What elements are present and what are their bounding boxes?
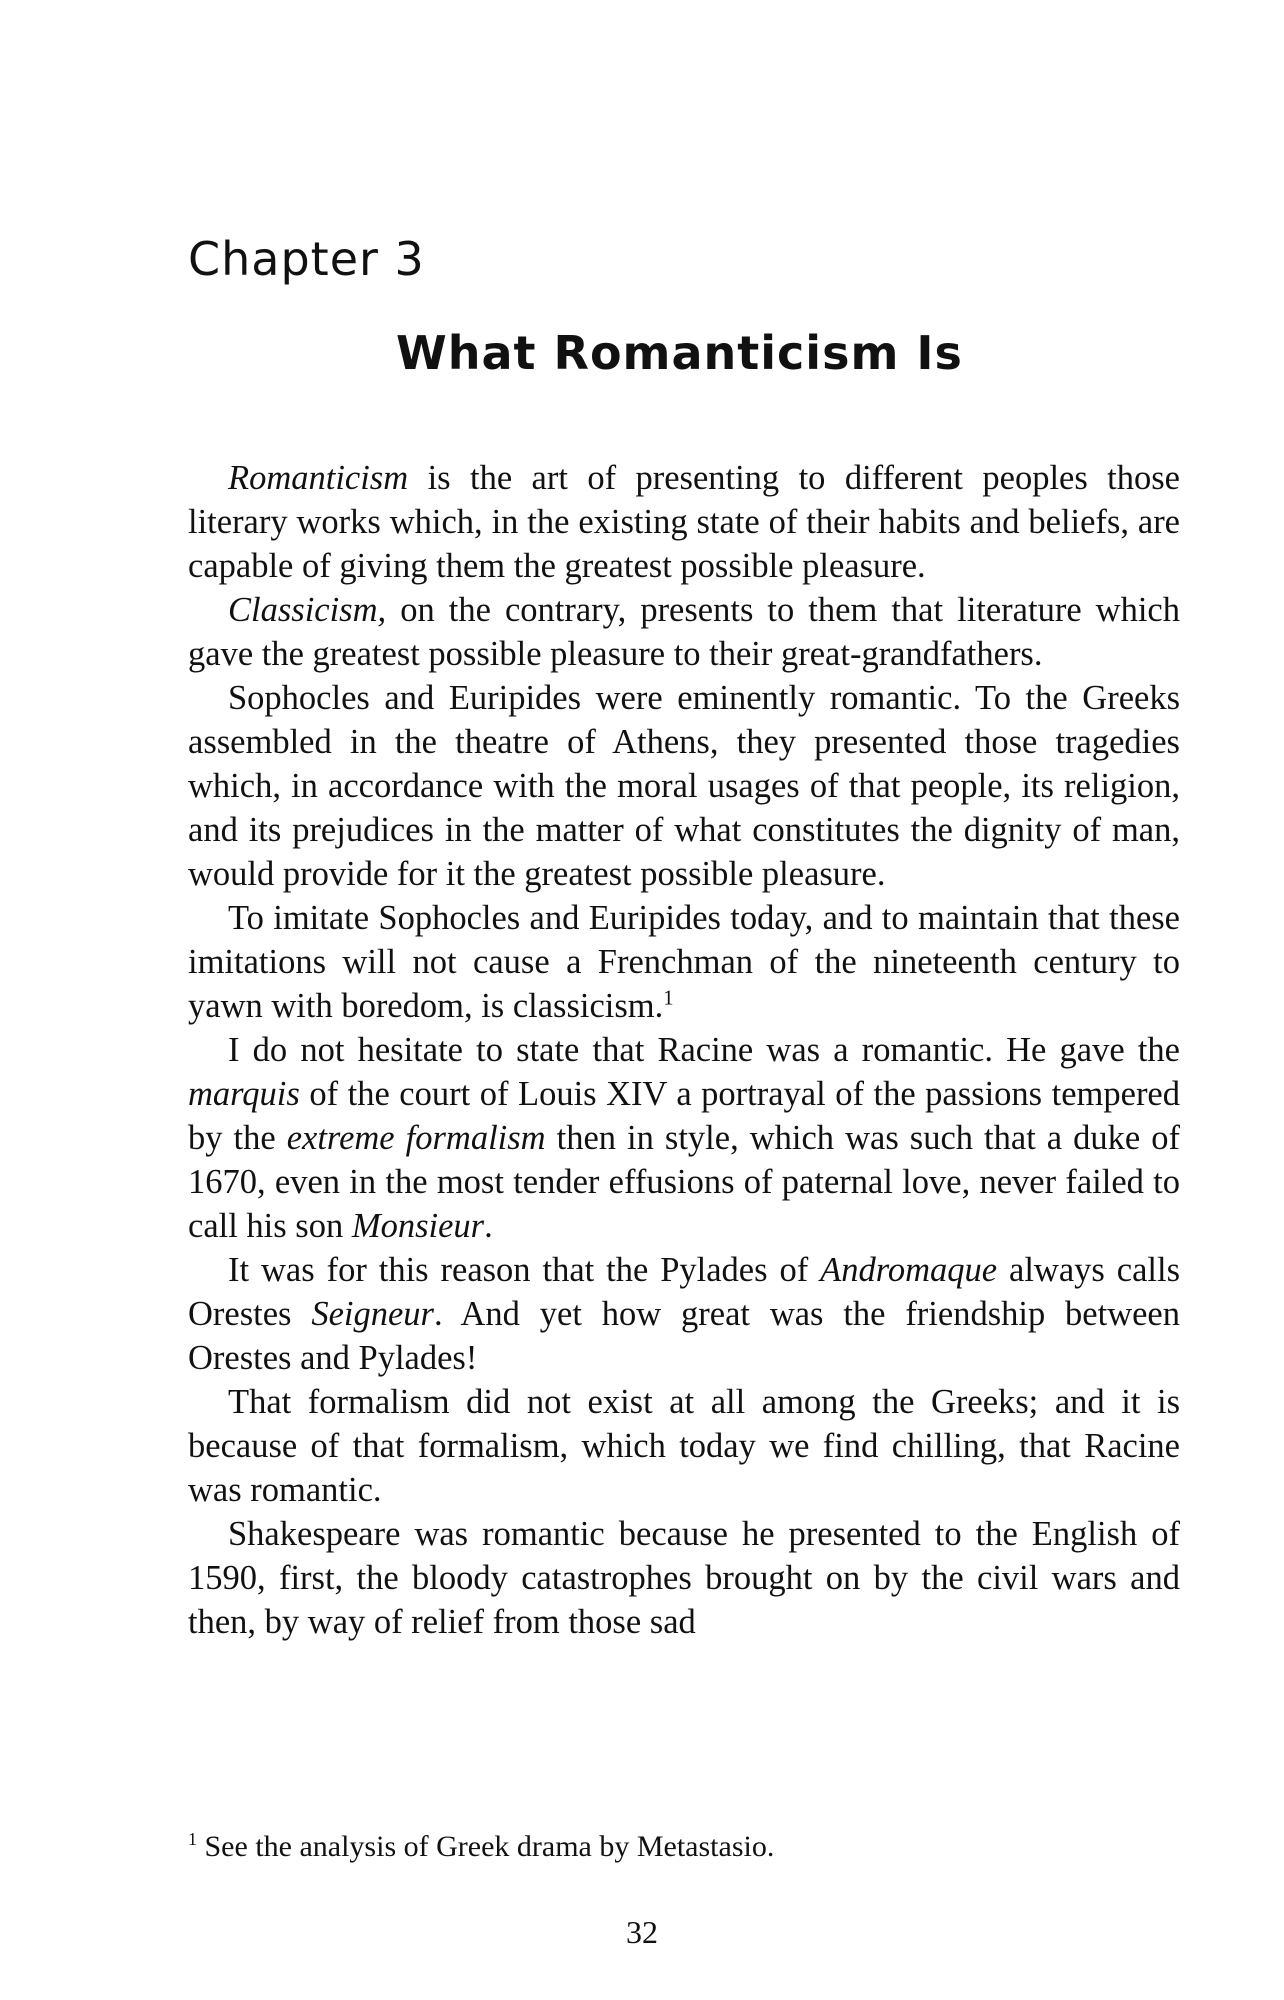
paragraph-text: of the court of Louis XIV a portrayal of the passions tempered by the [188, 1075, 1180, 1157]
term-romanticism: Romanticism [228, 459, 409, 497]
body-text [188, 456, 1180, 1644]
paragraph-shakespeare: Shakespeare was romantic because he presented to the English of 1590, first, the bloody catastrophes brought on by the civil wars and then, by way of relief from those sad [188, 1515, 1180, 1641]
italic-phrase: Andromaque [820, 1251, 998, 1289]
paragraph-text: is the art of presenting to different peoples those literary works which, in the existing state of their habits and beliefs, are capable of giving them the greatest possible pleasure. [188, 459, 1180, 585]
chapter-label: Chapter 3 [188, 232, 425, 286]
paragraph-text: I do not hesitate to state that Racine was a romantic. He gave the [228, 1031, 1180, 1069]
paragraph-text: . And yet how great was the friendship between Orestes and Pylades! [188, 1295, 1180, 1377]
paragraph-text: It was for this reason that the Pylades of [228, 1251, 821, 1289]
footnote [188, 1827, 1180, 1867]
paragraph-text: To imitate Sophocles and Euripides today, and to maintain that these imitations will not cause a Frenchman of the nineteenth century to yawn with boredom, is classicism. [188, 899, 1180, 1025]
chapter-title: What Romanticism Is [396, 326, 963, 380]
italic-phrase: marquis [188, 1075, 300, 1113]
italic-phrase: Monsieur [351, 1207, 485, 1245]
paragraph-text: always calls Orestes [188, 1251, 1180, 1333]
footnote-marker: 1 [188, 1829, 197, 1849]
paragraph-text: on the contrary, presents to them that literature which gave the greatest possible pleasure to their great-grandfathers. [188, 591, 1180, 673]
paragraph-imitation [188, 896, 1180, 1028]
italic-phrase: Seigneur [311, 1295, 434, 1333]
paragraph-pylades [188, 1248, 1180, 1380]
paragraph-racine [188, 1028, 1180, 1248]
paragraph-classicism-definition [188, 588, 1180, 676]
paragraph-sophocles: Sophocles and Euripides were eminently romantic. To the Greeks assembled in the theatre of Athens, they presented those tragedies which, in accordance with the moral usages of that people, its religion, and its prejudices in the matter of what constitutes the dignity of man, would provide for it the greatest possible pleasure. [188, 679, 1180, 893]
page-number: 32 [626, 1914, 658, 1950]
paragraph-text: then in style, which was such that a duke of 1670, even in the most tender effusions of paternal love, never failed to call his son [188, 1119, 1180, 1245]
footnote-reference: 1 [663, 987, 674, 1010]
paragraph-formalism: That formalism did not exist at all among the Greeks; and it is because of that formalism, which today we find chilling, that Racine was romantic. [188, 1383, 1180, 1509]
footnote-text: See the analysis of Greek drama by Metastasio. [197, 1830, 775, 1863]
italic-phrase: extreme formalism [286, 1119, 546, 1157]
paragraph-romanticism-definition [188, 456, 1180, 588]
term-classicism: Classicism, [228, 591, 387, 629]
paragraph-text: . [484, 1207, 493, 1245]
